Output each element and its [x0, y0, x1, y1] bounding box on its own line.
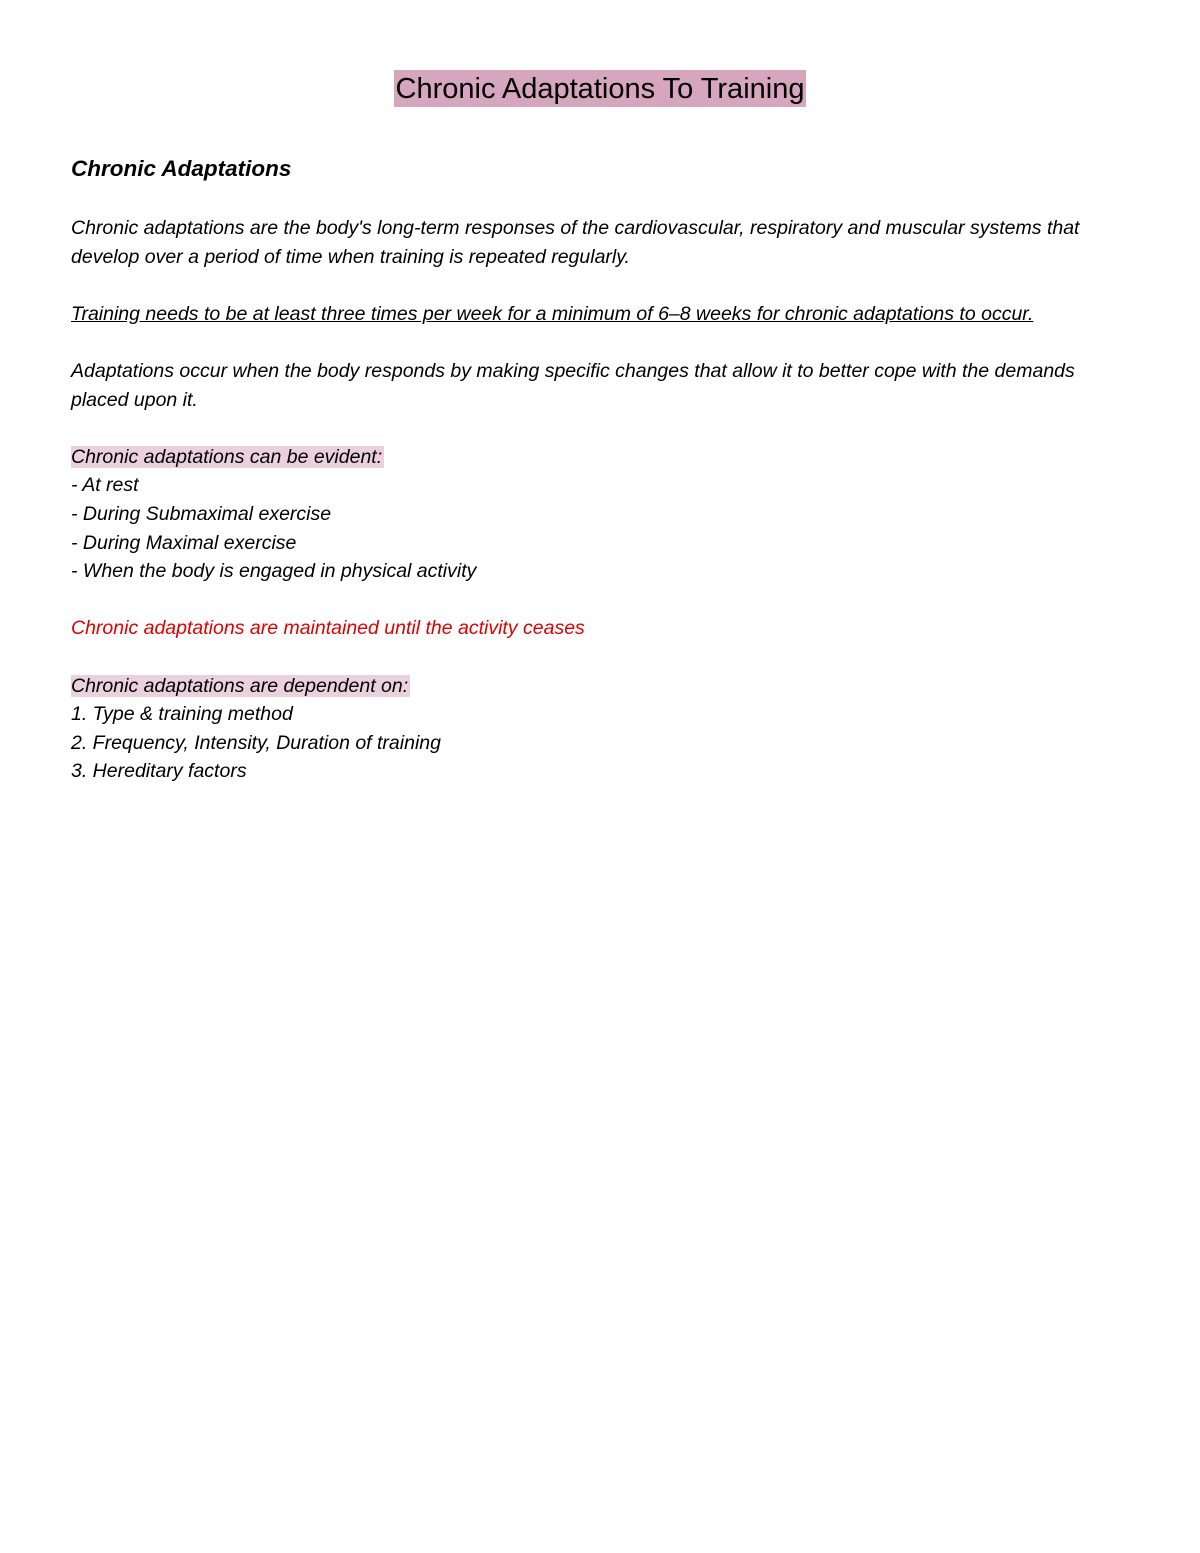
maintained-note: Chronic adaptations are maintained until the activity ceases	[71, 617, 585, 640]
section-heading: Chronic Adaptations	[71, 156, 292, 181]
document-title: Chronic Adaptations To Training	[394, 70, 807, 107]
dependent-heading-line	[71, 672, 1131, 701]
evident-list-item: - During Maximal exercise	[71, 531, 297, 554]
spacer	[71, 271, 1131, 300]
spacer	[71, 586, 1131, 615]
title-container	[0, 70, 1200, 107]
adaptation-explanation-paragraph: Adaptations occur when the body responds by making specific changes that allow it to better cope with the demands placed upon it.	[71, 359, 1075, 411]
dependent-list-item: 3. Hereditary factors	[71, 760, 247, 783]
training-requirement-paragraph: Training needs to be at least three times per week for a minimum of 6–8 weeks for chronic adaptations to occur.	[71, 302, 1034, 325]
definition-paragraph: Chronic adaptations are the body's long-term responses of the cardiovascular, respiratory and muscular systems that develop over a period of time when training is repeated regularly.	[71, 217, 1080, 268]
evident-list-item: - At rest	[71, 474, 139, 497]
document-body	[71, 150, 1131, 786]
evident-list-item: - When the body is engaged in physical activity	[71, 560, 477, 583]
spacer	[71, 414, 1131, 443]
dependent-list-item: 2. Frequency, Intensity, Duration of training	[71, 731, 441, 754]
dependent-heading: Chronic adaptations are dependent on:	[71, 674, 409, 697]
evident-heading-line	[71, 443, 1131, 472]
dependent-list-item: 1. Type & training method	[71, 703, 293, 726]
evident-list-item: - During Submaximal exercise	[71, 502, 332, 525]
spacer	[71, 643, 1131, 672]
evident-heading: Chronic adaptations can be evident:	[71, 445, 383, 468]
spacer	[71, 328, 1131, 357]
